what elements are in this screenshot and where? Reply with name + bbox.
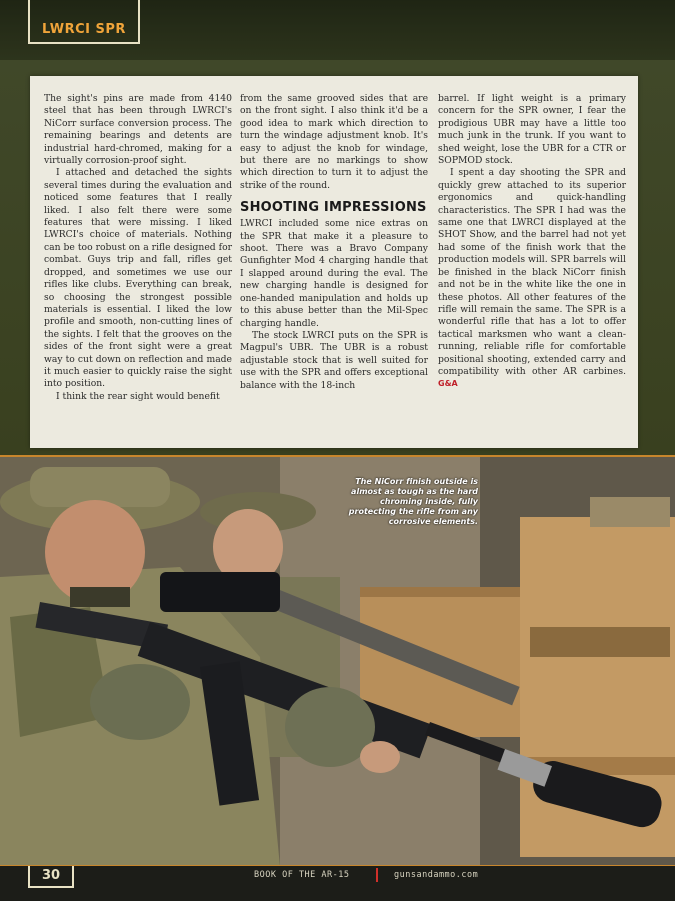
section-subhead: SHOOTING IMPRESSIONS [240, 200, 427, 216]
article-column-1 [44, 93, 232, 403]
photo-caption: The NiCorr finish outside is almost as tough as the hard chroming inside, fully protecting the rifle from any corrosive elements. [348, 477, 478, 526]
paragraph: from the same grooved sides that are on the front sight. I also think it'd be a good idea to mark which direction to turn the windage adjustment knob. It's easy to adjust the knob for windage, but there are no markings to show which direction to turn it to adjust the strike of the round. [240, 93, 428, 191]
article-text-panel [30, 76, 638, 448]
paragraph-text: I spent a day shooting the SPR and quickly grew attached to its superior ergonomics and quick-handling characteristics. The SPR I had was the same one that LWRCI displayed at the SHOT Show, and the barrel had not yet had some of the finish work that the production models will. SPR barrels will be finished in the black NiCorr finish and not be in the white like the one in these photos. All other features of the rifle will remain the same. The SPR is a wonderful rifle that has a lot to offer tactical marksmen who want a clean-running, reliable rifle for comfortable positional shooting, extended carry and compatibility with other AR carbines. [438, 167, 626, 377]
photo-illustration [0, 457, 675, 867]
page-number: 30 [28, 866, 74, 888]
article-column-3 [438, 93, 626, 391]
paragraph: The stock LWRCI puts on the SPR is Magpul's UBR. The UBR is a robust adjustable stock that is well suited for use with the SPR and offers exceptional balance with the 18-inch [240, 329, 428, 391]
article-photo [0, 455, 675, 867]
section-tag-label: LWRCI SPR [42, 22, 126, 37]
section-tag [28, 0, 140, 44]
footer-divider [376, 868, 378, 882]
publication-name: BOOK OF THE AR-15 [254, 870, 350, 880]
website-url: gunsandammo.com [394, 870, 479, 880]
paragraph: I think the rear sight would benefit [56, 390, 220, 402]
page-footer [0, 865, 675, 901]
paragraph: I attached and detached the sights several times during the evaluation and noticed some features that I really liked. I also felt there were some features that were missing. I liked LWRCI's choice of materials. Nothing can be too robust on a rifle designed for combat. Guys trip and fall, rifles get dropped, and sometimes we use our rifles like clubs. Everything can break, so choosing the strongest possible materials is essential. I liked the low profile and smooth, non-cutting lines of the sights. I felt that the grooves on the sides of the front sight were a great way to cut down on reflection and made it much easier to quickly raise the sight into position. [44, 167, 232, 390]
end-mark: G&A [438, 379, 458, 389]
paragraph: LWRCI included some nice extras on the SPR that make it a pleasure to shoot. There was a Bravo Company Gunfighter Mod 4 charging handle that I slapped around during the eval. The new charging handle is designed for one-handed manipulation and holds up to this abuse better than the Mil-Spec charging handle. [240, 218, 428, 329]
paragraph: The sight's pins are made from 4140 steel that has been through LWRCI's NiCorr surface conversion process. The remaining bearings and detents are industrial hard-chromed, making for a virtually corrosion-proof sight. [44, 93, 232, 167]
article-column-2 [240, 93, 428, 392]
paragraph: barrel. If light weight is a primary concern for the SPR owner, I fear the prodigious UBR may have a little too much junk in the trunk. If you want to shed weight, lose the UBR for a CTR or SOPMOD stock. [438, 93, 626, 167]
paragraph [438, 167, 626, 390]
